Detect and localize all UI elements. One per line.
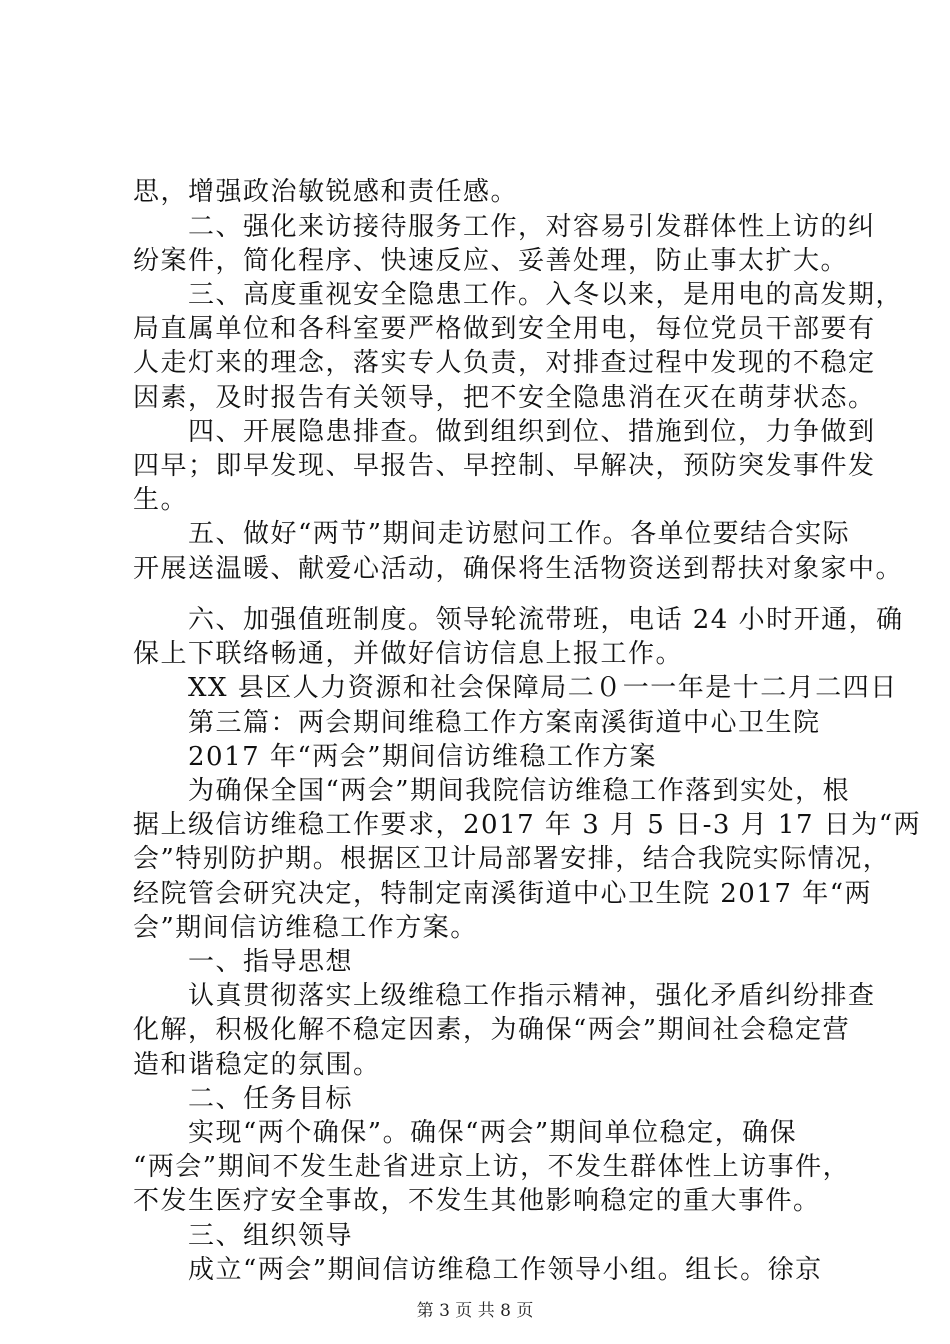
text-line: 六、加强值班制度。领导轮流带班，电话 24 小时开通，确 <box>133 605 904 635</box>
text-line: 五、做好“两节”期间走访慰问工作。各单位要结合实际 <box>133 519 851 549</box>
text-line: 三、组织领导 <box>133 1221 354 1251</box>
text-line: 三、高度重视安全隐患工作。入冬以来，是用电的高发期， <box>133 280 904 310</box>
text-line: 实现“两个确保”。确保“两会”期间单位稳定，确保 <box>133 1118 798 1148</box>
text-line: 第三篇：两会期间维稳工作方案南溪街道中心卫生院 <box>133 708 821 738</box>
text-line: 四、开展隐患排查。做到组织到位、措施到位，力争做到 <box>133 417 876 447</box>
text-line: 人走灯来的理念，落实专人负责，对排查过程中发现的不稳定 <box>133 348 876 378</box>
text-line: 会”特别防护期。根据区卫计局部署安排，结合我院实际情况， <box>133 844 891 874</box>
text-line: 纷案件，简化程序、快速反应、妥善处理，防止事太扩大。 <box>133 246 849 276</box>
text-line: 造和谐稳定的氛围。 <box>133 1050 381 1080</box>
text-line: 四早；即早发现、早报告、早控制、早解决，预防突发事件发 <box>133 451 876 481</box>
text-line: 成立“两会”期间信访维稳工作领导小组。组长。徐京 <box>133 1255 823 1285</box>
text-line: 二、强化来访接待服务工作，对容易引发群体性上访的纠 <box>133 212 876 242</box>
text-line: XX 县区人力资源和社会保障局二０一一年是十二月二四日 <box>133 673 898 703</box>
text-line: 局直属单位和各科室要严格做到安全用电，每位党员干部要有 <box>133 314 876 344</box>
text-line: 二、任务目标 <box>133 1084 354 1114</box>
text-line: 保上下联络畅通，并做好信访信息上报工作。 <box>133 639 684 669</box>
text-line: 不发生医疗安全事故，不发生其他影响稳定的重大事件。 <box>133 1186 821 1216</box>
text-line: 认真贯彻落实上级维稳工作指示精神，强化矛盾纠纷排查 <box>133 981 876 1011</box>
text-line: 一、指导思想 <box>133 947 354 977</box>
text-line: 据上级信访维稳工作要求，2017 年 3 月 5 日-3 月 17 日为“两 <box>133 810 922 840</box>
text-line: 会”期间信访维稳工作方案。 <box>133 913 478 943</box>
text-line: 为确保全国“两会”期间我院信访维稳工作落到实处，根 <box>133 776 851 806</box>
text-line: “两会”期间不发生赴省进京上访，不发生群体性上访事件， <box>133 1152 851 1182</box>
text-line: 化解，积极化解不稳定因素，为确保“两会”期间社会稳定营 <box>133 1015 851 1045</box>
text-line: 2017 年“两会”期间信访维稳工作方案 <box>133 742 658 772</box>
text-line: 生。 <box>133 485 189 515</box>
text-line: 经院管会研究决定，特制定南溪街道中心卫生院 2017 年“两 <box>133 879 872 909</box>
page-number-footer: 第 3 页 共 8 页 <box>416 1301 534 1321</box>
text-line: 思，增强政治敏锐感和责任感。 <box>133 177 519 207</box>
text-line: 因素，及时报告有关领导，把不安全隐患消在灭在萌芽状态。 <box>133 383 876 413</box>
text-line: 开展送温暖、献爱心活动，确保将生活物资送到帮扶对象家中。 <box>133 554 904 584</box>
